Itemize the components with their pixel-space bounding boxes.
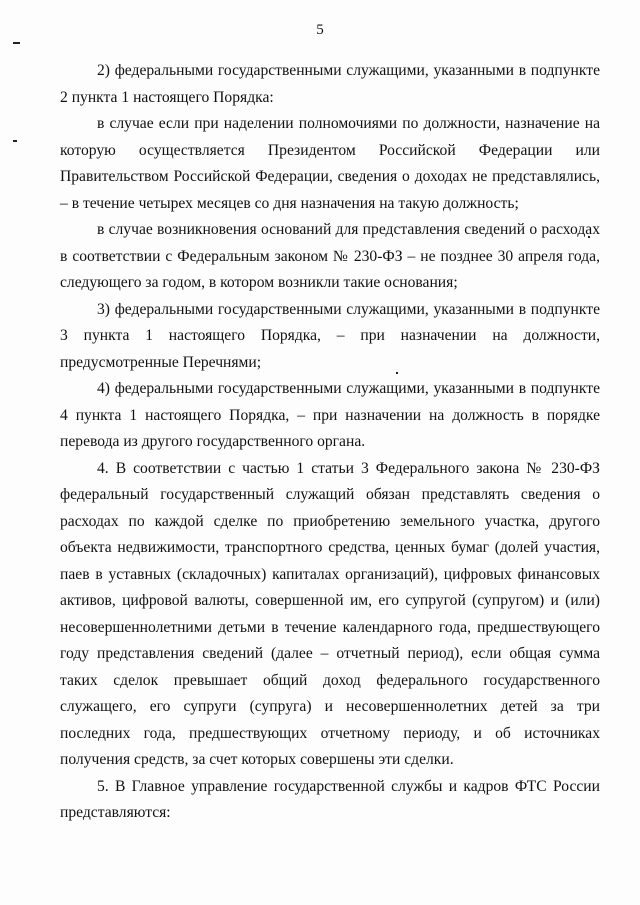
paragraph-item-3: 3) федеральными государственными служащими, указанными в подпункте 3 пункта 1 настоящего Порядка, – при назначении на должности, предусмотренные Перечнями; <box>60 300 600 371</box>
paragraph-section-5: 5. В Главное управление государственной службы и кадров ФТС России представляются: <box>60 777 600 821</box>
scan-artifact <box>13 140 17 142</box>
paragraph-item-4: 4) федеральными государственными служащими, указанными в подпункте 4 пункта 1 настоящего Порядка, – при назначении на должность в порядке перевода из другого государственного органа. <box>60 380 600 450</box>
document-body <box>60 58 600 827</box>
scan-artifact <box>13 42 20 44</box>
paragraph-appointment-case: в случае если при наделении полномочиями по должности, назначение на которую осуществляется Президентом Российской Федерации или Правительством Российской Федерации, сведения о доходах не представлялись, – в течение четырех месяцев со дня назначения на такую должность; <box>60 115 600 212</box>
page-number: 5 <box>316 22 324 38</box>
paragraph-item-2: 2) федеральными государственными служащими, указанными в подпункте 2 пункта 1 настоящего Порядка: <box>60 62 600 106</box>
paragraph-expense-grounds: в случае возникновения оснований для представления сведений о расходах в соответствии с Федеральным законом № 230-ФЗ – не позднее 30 апреля года, следующего за годом, в котором возникли такие основания; <box>60 221 600 291</box>
paragraph-section-4: 4. В соответствии с частью 1 статьи 3 Федерального закона № 230-ФЗ федеральный государственный служащий обязан представлять сведения о расходах по каждой сделке по приобретению земельного участка, другого объекта недвижимости, транспортного средства, ценных бумаг (долей участия, паев в уставных (складочных) капиталах организаций), цифровых финансовых активов, цифровой валюты, совершенной им, его супругой (супругом) и (или) несовершеннолетними детьми в течение календарного года, предшествующего году представления сведений (далее – отчетный период), если общая сумма таких сделок превышает общий доход федерального государственного служащего, его супруги (супруга) и несовершеннолетних детей за три последних года, предшествующих отчетному периоду, и об источниках получения средств, за счет которых совершены эти сделки. <box>60 459 600 768</box>
